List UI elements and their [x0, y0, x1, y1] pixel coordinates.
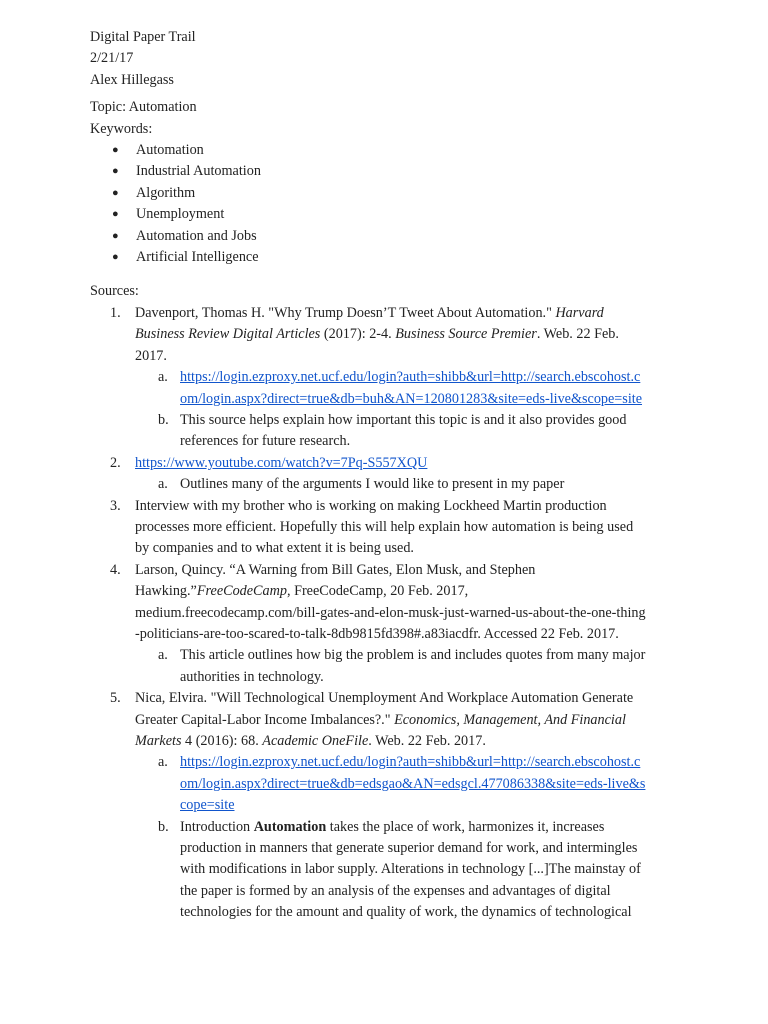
citation-line: Greater Capital-Labor Income Imbalances?." Economics, Management, And Financial	[135, 711, 626, 728]
keyword-item: ● Automation	[90, 140, 690, 161]
source-number: 2.	[110, 454, 121, 471]
source-note	[135, 474, 690, 495]
note-letter: a.	[158, 754, 168, 771]
citation-line: Interview with my brother who is working on making Lockheed Martin production	[135, 497, 607, 514]
sources-label: Sources:	[90, 283, 139, 300]
citation-line: Business Review Digital Articles (2017): 2-4. Business Source Premier. Web. 22 Feb.	[135, 326, 619, 343]
database-name: Business Source Premier	[395, 326, 537, 343]
keyword-item: ● Industrial Automation	[90, 161, 690, 182]
note-text: authorities in technology.	[180, 668, 324, 685]
source-note	[135, 410, 690, 453]
source-link[interactable]: https://www.youtube.com/watch?v=7Pq-S557XQU	[135, 454, 428, 471]
citation-line: 2017.	[135, 347, 167, 364]
source-item	[90, 560, 690, 688]
journal-title: Economics, Management, And Financial	[394, 711, 626, 728]
citation-line: by companies and to what extent it is being used.	[135, 540, 414, 557]
journal-title: Markets	[135, 733, 182, 749]
abstract-text: technologies for the amount and quality of work, the dynamics of technological	[180, 904, 632, 921]
publication-title: FreeCodeCamp	[196, 583, 287, 600]
citation-line: Nica, Elvira. "Will Technological Unemployment And Workplace Automation Generate	[135, 690, 634, 707]
source-number: 4.	[110, 561, 121, 578]
document-author: Alex Hillegass	[90, 71, 174, 88]
abstract-text: production in manners that generate superior demand for work, and intermingles	[180, 840, 638, 857]
source-notes	[135, 474, 690, 495]
keywords-label: Keywords:	[90, 120, 153, 137]
document-body	[90, 27, 690, 924]
abstract-text: with modifications in labor supply. Alterations in technology [...]The mainstay of	[180, 861, 641, 878]
source-link[interactable]: https://login.ezproxy.net.ucf.edu/login?auth=shibb&url=http://search.ebscohost.c om/login.aspx?direct=true&db=buh&AN=120801283&site=eds-live&scope=site	[180, 369, 643, 407]
note-letter: a.	[158, 369, 168, 386]
note-letter: a.	[158, 476, 168, 493]
source-item	[90, 496, 690, 560]
source-number: 3.	[110, 497, 121, 514]
source-link[interactable]: https://login.ezproxy.net.ucf.edu/login?auth=shibb&url=http://search.ebscohost.c om/login.aspx?direct=true&db=edsgao&AN=edsgcl.477086338&site=eds-live&s cope=site	[180, 754, 646, 814]
source-notes	[135, 367, 690, 453]
source-note	[135, 752, 690, 816]
keyword-item: ● Algorithm	[90, 183, 690, 204]
citation-line: medium.freecodecamp.com/bill-gates-and-elon-musk-just-warned-us-about-the-one-thing	[135, 604, 646, 621]
source-number: 1.	[110, 304, 121, 321]
source-list	[90, 303, 690, 924]
source-item	[90, 688, 690, 923]
keyword-item: ● Artificial Intelligence	[90, 247, 690, 268]
abstract-text: the paper is formed by an analysis of the expenses and advantages of digital	[180, 882, 611, 899]
source-notes	[135, 645, 690, 688]
source-note	[135, 817, 690, 924]
abstract-text: Introduction Automation takes the place of work, harmonizes it, increases	[180, 818, 605, 835]
note-text: references for future research.	[180, 433, 351, 450]
journal-title: Business Review Digital Articles	[135, 326, 321, 343]
note-text: This article outlines how big the problem is and includes quotes from many major	[180, 647, 646, 664]
journal-title: Harvard	[555, 304, 604, 321]
source-note	[135, 367, 690, 410]
note-letter: b.	[158, 411, 169, 428]
citation-line: processes more efficient. Hopefully this will help explain how automation is being used	[135, 518, 634, 535]
source-notes	[135, 752, 690, 923]
document-date: 2/21/17	[90, 50, 134, 67]
citation-line: Hawking.”FreeCodeCamp, FreeCodeCamp, 20 Feb. 2017,	[135, 583, 469, 600]
citation-line: Larson, Quincy. “A Warning from Bill Gates, Elon Musk, and Stephen	[135, 561, 536, 578]
source-note	[135, 645, 690, 688]
note-letter: b.	[158, 818, 169, 835]
topic-line: Topic: Automation	[90, 99, 197, 116]
keyword-item: ● Unemployment	[90, 204, 690, 225]
source-number: 5.	[110, 690, 121, 707]
keyword-list	[90, 140, 690, 268]
note-text: Outlines many of the arguments I would like to present in my paper	[180, 476, 565, 493]
citation-line: Davenport, Thomas H. "Why Trump Doesn’T Tweet About Automation." Harvard	[135, 304, 604, 321]
note-text: This source helps explain how important this topic is and it also provides good	[180, 411, 627, 428]
keyword-item: ● Automation and Jobs	[90, 226, 690, 247]
citation-line: -politicians-are-too-scared-to-talk-8db9815fd398#.a83iacdfr. Accessed 22 Feb. 2017.	[135, 625, 619, 642]
citation-line: Markets 4 (2016): 68. Academic OneFile. Web. 22 Feb. 2017.	[135, 733, 486, 749]
database-name: Academic OneFile	[262, 733, 369, 749]
document-title: Digital Paper Trail	[90, 29, 196, 45]
source-item	[90, 453, 690, 496]
highlighted-term: Automation	[253, 818, 327, 835]
note-letter: a.	[158, 647, 168, 664]
source-item	[90, 303, 690, 453]
